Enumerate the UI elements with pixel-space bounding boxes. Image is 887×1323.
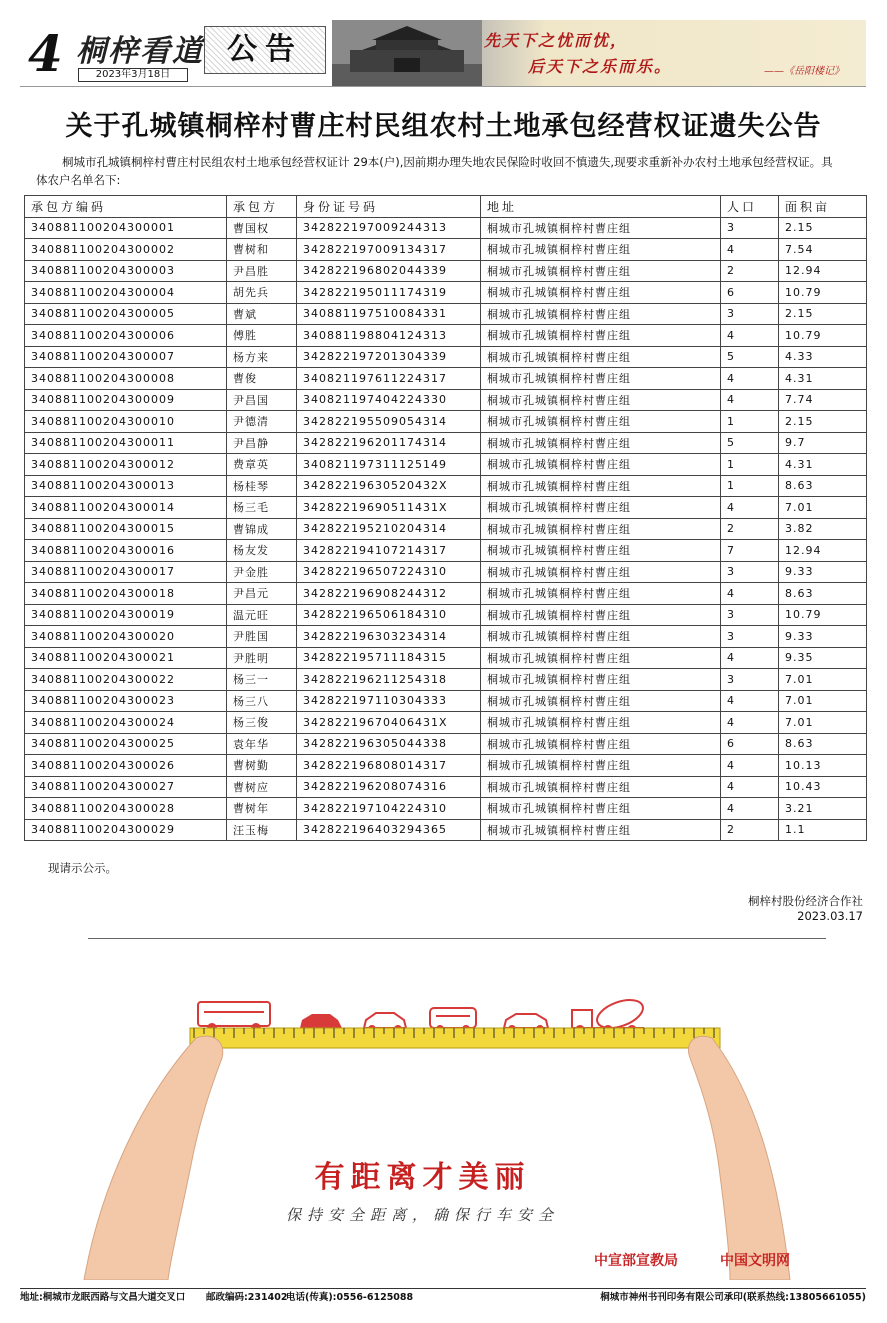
motto-line-2: 后天下之乐而乐。: [528, 57, 673, 76]
table-cell: 340881100204300026: [25, 755, 227, 777]
table-cell: 9.7: [779, 432, 867, 454]
table-cell: 342822195011174319: [297, 282, 481, 304]
table-cell: 7.74: [779, 389, 867, 411]
table-cell: 340881100204300005: [25, 303, 227, 325]
table-cell: 3: [721, 217, 779, 239]
footer-phone: 电话(传真):0556-6125088: [286, 1292, 414, 1303]
table-row: [25, 217, 867, 239]
table-cell: 4: [721, 647, 779, 669]
table-cell: 340881100204300020: [25, 626, 227, 648]
table-cell: 340881100204300002: [25, 239, 227, 261]
table-row: [25, 647, 867, 669]
table-row: [25, 755, 867, 777]
table-cell: 10.79: [779, 282, 867, 304]
table-row: [25, 561, 867, 583]
footer-printer: 桐城市神州书刊印务有限公司承印(联系热线:13805661055): [600, 1292, 866, 1303]
table-cell: 340881100204300016: [25, 540, 227, 562]
table-cell: 7.01: [779, 690, 867, 712]
table-cell: 桐城市孔城镇桐梓村曹庄组: [481, 604, 721, 626]
table-cell: 3: [721, 303, 779, 325]
table-cell: 4.33: [779, 346, 867, 368]
table-cell: 342822196808014317: [297, 755, 481, 777]
table-cell: 3: [721, 669, 779, 691]
table-cell: 4: [721, 389, 779, 411]
table-cell: 342822197201304339: [297, 346, 481, 368]
table-cell: 3.21: [779, 798, 867, 820]
table-cell: 3.82: [779, 518, 867, 540]
household-table: [24, 195, 867, 841]
table-cell: 桐城市孔城镇桐梓村曹庄组: [481, 561, 721, 583]
notice-intro: 桐城市孔城镇桐梓村曹庄村民组农村土地承包经营权证计 29本(户),因前期办理失地农民保险时收回不慎遗失,现要求重新补办农村土地承包经营权证。具体农户名单名下:: [36, 155, 833, 187]
city-gate-image: [332, 20, 482, 86]
table-cell: 340881100204300003: [25, 260, 227, 282]
table-row: [25, 690, 867, 712]
table-cell: 340821197611224317: [297, 368, 481, 390]
sign-date: 2023.03.17: [797, 909, 863, 923]
table-cell: 桐城市孔城镇桐梓村曹庄组: [481, 239, 721, 261]
table-cell: 340881100204300010: [25, 411, 227, 433]
table-cell: 曹国权: [227, 217, 297, 239]
table-cell: 340881197510084331: [297, 303, 481, 325]
table-body: [25, 217, 867, 841]
table-cell: 340881198804124313: [297, 325, 481, 347]
table-cell: 340881100204300014: [25, 497, 227, 519]
table-cell: 340881100204300001: [25, 217, 227, 239]
table-cell: 桐城市孔城镇桐梓村曹庄组: [481, 669, 721, 691]
table-cell: 1: [721, 475, 779, 497]
table-cell: 4: [721, 239, 779, 261]
table-row: [25, 368, 867, 390]
table-cell: 杨方来: [227, 346, 297, 368]
table-cell: 342822196201174314: [297, 432, 481, 454]
motto-source: ——《岳阳楼记》: [764, 66, 844, 77]
table-cell: 尹金胜: [227, 561, 297, 583]
table-cell: 342822196211254318: [297, 669, 481, 691]
table-cell: 桐城市孔城镇桐梓村曹庄组: [481, 626, 721, 648]
table-cell: 340881100204300009: [25, 389, 227, 411]
table-cell: 桐城市孔城镇桐梓村曹庄组: [481, 690, 721, 712]
page-number: 4: [28, 24, 63, 83]
table-cell: 杨三八: [227, 690, 297, 712]
table-cell: 342822195509054314: [297, 411, 481, 433]
table-cell: 杨三毛: [227, 497, 297, 519]
table-cell: 桐城市孔城镇桐梓村曹庄组: [481, 540, 721, 562]
table-cell: 桐城市孔城镇桐梓村曹庄组: [481, 454, 721, 476]
table-cell: 桐城市孔城镇桐梓村曹庄组: [481, 346, 721, 368]
table-cell: 10.43: [779, 776, 867, 798]
table-cell: 1.1: [779, 819, 867, 841]
table-cell: 5: [721, 346, 779, 368]
table-cell: 桐城市孔城镇桐梓村曹庄组: [481, 819, 721, 841]
table-cell: 8.63: [779, 583, 867, 605]
table-cell: 4: [721, 776, 779, 798]
table-row: [25, 540, 867, 562]
table-cell: 10.13: [779, 755, 867, 777]
ad-slogan: 有距离才美丽: [314, 1160, 531, 1195]
paper-name-logo: 桐梓看道: [76, 34, 204, 69]
table-cell: 曹树和: [227, 239, 297, 261]
table-cell: 6: [721, 733, 779, 755]
table-row: [25, 776, 867, 798]
table-cell: 2: [721, 819, 779, 841]
table-row: [25, 346, 867, 368]
table-cell: 342822196908244312: [297, 583, 481, 605]
table-cell: 340881100204300027: [25, 776, 227, 798]
table-cell: 曹锦成: [227, 518, 297, 540]
table-cell: 尹胜明: [227, 647, 297, 669]
table-cell: 34282219630520432X: [297, 475, 481, 497]
table-cell: 340881100204300006: [25, 325, 227, 347]
table-cell: 340881100204300018: [25, 583, 227, 605]
section-box: [204, 26, 326, 74]
footer-address: 地址:桐城市龙眠西路与文昌大道交叉口: [20, 1292, 186, 1303]
table-cell: 342822195711184315: [297, 647, 481, 669]
table-cell: 12.94: [779, 540, 867, 562]
table-cell: 12.94: [779, 260, 867, 282]
table-cell: 1: [721, 411, 779, 433]
table-cell: 杨友发: [227, 540, 297, 562]
column-header: 地址: [481, 196, 721, 218]
table-cell: 5: [721, 432, 779, 454]
table-cell: 桐城市孔城镇桐梓村曹庄组: [481, 798, 721, 820]
table-cell: 4: [721, 798, 779, 820]
table-cell: 9.33: [779, 626, 867, 648]
table-cell: 340881100204300004: [25, 282, 227, 304]
table-cell: 6: [721, 282, 779, 304]
table-cell: 杨桂琴: [227, 475, 297, 497]
table-cell: 曹俊: [227, 368, 297, 390]
table-cell: 3: [721, 604, 779, 626]
table-cell: 3: [721, 561, 779, 583]
table-cell: 桐城市孔城镇桐梓村曹庄组: [481, 733, 721, 755]
table-row: [25, 604, 867, 626]
table-row: [25, 454, 867, 476]
table-cell: 4: [721, 368, 779, 390]
table-cell: 2.15: [779, 411, 867, 433]
table-cell: 9.33: [779, 561, 867, 583]
table-cell: 340881100204300024: [25, 712, 227, 734]
table-cell: 342822197104224310: [297, 798, 481, 820]
table-cell: 340881100204300017: [25, 561, 227, 583]
table-cell: 4: [721, 712, 779, 734]
table-cell: 2: [721, 518, 779, 540]
table-cell: 8.63: [779, 475, 867, 497]
table-row: [25, 282, 867, 304]
table-cell: 桐城市孔城镇桐梓村曹庄组: [481, 475, 721, 497]
column-header: 承包方: [227, 196, 297, 218]
table-cell: 曹树年: [227, 798, 297, 820]
table-cell: 342822196305044338: [297, 733, 481, 755]
table-cell: 4: [721, 690, 779, 712]
table-cell: 桐城市孔城镇桐梓村曹庄组: [481, 583, 721, 605]
table-header-row: [25, 196, 867, 218]
table-cell: 桐城市孔城镇桐梓村曹庄组: [481, 755, 721, 777]
table-row: [25, 239, 867, 261]
motto-line-1: 先天下之忧而忧，: [484, 31, 629, 50]
table-cell: 340821197311125149: [297, 454, 481, 476]
footer-postcode: 邮政编码:231402: [206, 1292, 288, 1303]
table-cell: 2.15: [779, 217, 867, 239]
table-cell: 10.79: [779, 604, 867, 626]
table-row: [25, 260, 867, 282]
table-cell: 340881100204300008: [25, 368, 227, 390]
table-cell: 桐城市孔城镇桐梓村曹庄组: [481, 411, 721, 433]
column-header: 人口: [721, 196, 779, 218]
column-header: 身份证号码: [297, 196, 481, 218]
table-cell: 桐城市孔城镇桐梓村曹庄组: [481, 647, 721, 669]
table-cell: 7.01: [779, 712, 867, 734]
table-cell: 340881100204300013: [25, 475, 227, 497]
table-cell: 342822195210204314: [297, 518, 481, 540]
table-cell: 桐城市孔城镇桐梓村曹庄组: [481, 325, 721, 347]
table-cell: 桐城市孔城镇桐梓村曹庄组: [481, 776, 721, 798]
notice-title: 关于孔城镇桐梓村曹庄村民组农村土地承包经营权证遗失公告: [65, 111, 822, 142]
tape-measure: [190, 1028, 720, 1048]
table-cell: 曹树勤: [227, 755, 297, 777]
table-cell: 34282219670406431X: [297, 712, 481, 734]
table-row: [25, 712, 867, 734]
table-cell: 桐城市孔城镇桐梓村曹庄组: [481, 518, 721, 540]
table-cell: 尹昌元: [227, 583, 297, 605]
table-cell: 2.15: [779, 303, 867, 325]
table-cell: 10.79: [779, 325, 867, 347]
table-cell: 34282219690511431X: [297, 497, 481, 519]
table-cell: 曹斌: [227, 303, 297, 325]
table-cell: 340881100204300012: [25, 454, 227, 476]
table-cell: 7: [721, 540, 779, 562]
table-cell: 340881100204300029: [25, 819, 227, 841]
table-row: [25, 497, 867, 519]
column-header: 承包方编码: [25, 196, 227, 218]
table-cell: 傅胜: [227, 325, 297, 347]
table-row: [25, 475, 867, 497]
table-cell: 桐城市孔城镇桐梓村曹庄组: [481, 497, 721, 519]
table-cell: 342822197009244313: [297, 217, 481, 239]
closing-text: 现请示公示。: [48, 861, 117, 875]
section-title: 公告: [227, 32, 303, 67]
table-cell: 342822197009134317: [297, 239, 481, 261]
table-cell: 9.35: [779, 647, 867, 669]
table-cell: 340881100204300023: [25, 690, 227, 712]
table-cell: 7.54: [779, 239, 867, 261]
table-row: [25, 432, 867, 454]
ad-credit-2: 中国文明网: [720, 1253, 790, 1269]
table-cell: 桐城市孔城镇桐梓村曹庄组: [481, 389, 721, 411]
table-cell: 4: [721, 583, 779, 605]
table-cell: 340881100204300025: [25, 733, 227, 755]
table-cell: 340881100204300022: [25, 669, 227, 691]
table-cell: 温元旺: [227, 604, 297, 626]
table-cell: 3: [721, 626, 779, 648]
table-row: [25, 626, 867, 648]
table-cell: 340881100204300021: [25, 647, 227, 669]
table-cell: 2: [721, 260, 779, 282]
table-row: [25, 411, 867, 433]
ad-credit-1: 中宣部宣教局: [594, 1253, 678, 1269]
table-cell: 杨三俊: [227, 712, 297, 734]
table-cell: 340881100204300015: [25, 518, 227, 540]
table-cell: 费章英: [227, 454, 297, 476]
table-cell: 342822196506184310: [297, 604, 481, 626]
masthead: [20, 20, 866, 87]
table-row: [25, 733, 867, 755]
ad-illustration: [0, 940, 887, 1280]
table-row: [25, 325, 867, 347]
issue-date: 2023年3月18日: [78, 68, 188, 82]
table-cell: 桐城市孔城镇桐梓村曹庄组: [481, 368, 721, 390]
table-row: [25, 518, 867, 540]
masthead-banner: [332, 20, 866, 86]
table-cell: 胡先兵: [227, 282, 297, 304]
table-row: [25, 303, 867, 325]
table-cell: 尹胜国: [227, 626, 297, 648]
table-cell: 尹昌静: [227, 432, 297, 454]
table-cell: 曹树应: [227, 776, 297, 798]
table-row: [25, 819, 867, 841]
table-cell: 342822197110304333: [297, 690, 481, 712]
table-cell: 4: [721, 755, 779, 777]
column-header: 面积亩: [779, 196, 867, 218]
table-cell: 342822196208074316: [297, 776, 481, 798]
table-cell: 尹昌国: [227, 389, 297, 411]
table-row: [25, 583, 867, 605]
table-cell: 7.01: [779, 669, 867, 691]
divider: [88, 938, 826, 939]
footer: [20, 1288, 866, 1309]
table-cell: 340881100204300019: [25, 604, 227, 626]
table-cell: 4.31: [779, 454, 867, 476]
table-cell: 340881100204300011: [25, 432, 227, 454]
table-cell: 桐城市孔城镇桐梓村曹庄组: [481, 712, 721, 734]
table-cell: 7.01: [779, 497, 867, 519]
table-cell: 342822194107214317: [297, 540, 481, 562]
table-cell: 尹昌胜: [227, 260, 297, 282]
table-row: [25, 389, 867, 411]
signer: 桐梓村股份经济合作社: [748, 894, 863, 908]
table-cell: 桐城市孔城镇桐梓村曹庄组: [481, 260, 721, 282]
ad-subtitle: 保持安全距离，确保行车安全: [285, 1206, 559, 1224]
table-row: [25, 669, 867, 691]
table-cell: 342822196802044339: [297, 260, 481, 282]
table-row: [25, 798, 867, 820]
table-cell: 桐城市孔城镇桐梓村曹庄组: [481, 217, 721, 239]
table-cell: 340881100204300028: [25, 798, 227, 820]
table-cell: 杨三一: [227, 669, 297, 691]
table-cell: 342822196303234314: [297, 626, 481, 648]
table-cell: 桐城市孔城镇桐梓村曹庄组: [481, 303, 721, 325]
table-cell: 342822196403294365: [297, 819, 481, 841]
table-cell: 4: [721, 497, 779, 519]
table-cell: 342822196507224310: [297, 561, 481, 583]
table-cell: 尹德清: [227, 411, 297, 433]
table-cell: 8.63: [779, 733, 867, 755]
table-cell: 桐城市孔城镇桐梓村曹庄组: [481, 432, 721, 454]
table-cell: 汪玉梅: [227, 819, 297, 841]
table-cell: 桐城市孔城镇桐梓村曹庄组: [481, 282, 721, 304]
table-cell: 袁年华: [227, 733, 297, 755]
table-cell: 1: [721, 454, 779, 476]
table-cell: 4: [721, 325, 779, 347]
table-cell: 340821197404224330: [297, 389, 481, 411]
table-cell: 340881100204300007: [25, 346, 227, 368]
table-cell: 4.31: [779, 368, 867, 390]
